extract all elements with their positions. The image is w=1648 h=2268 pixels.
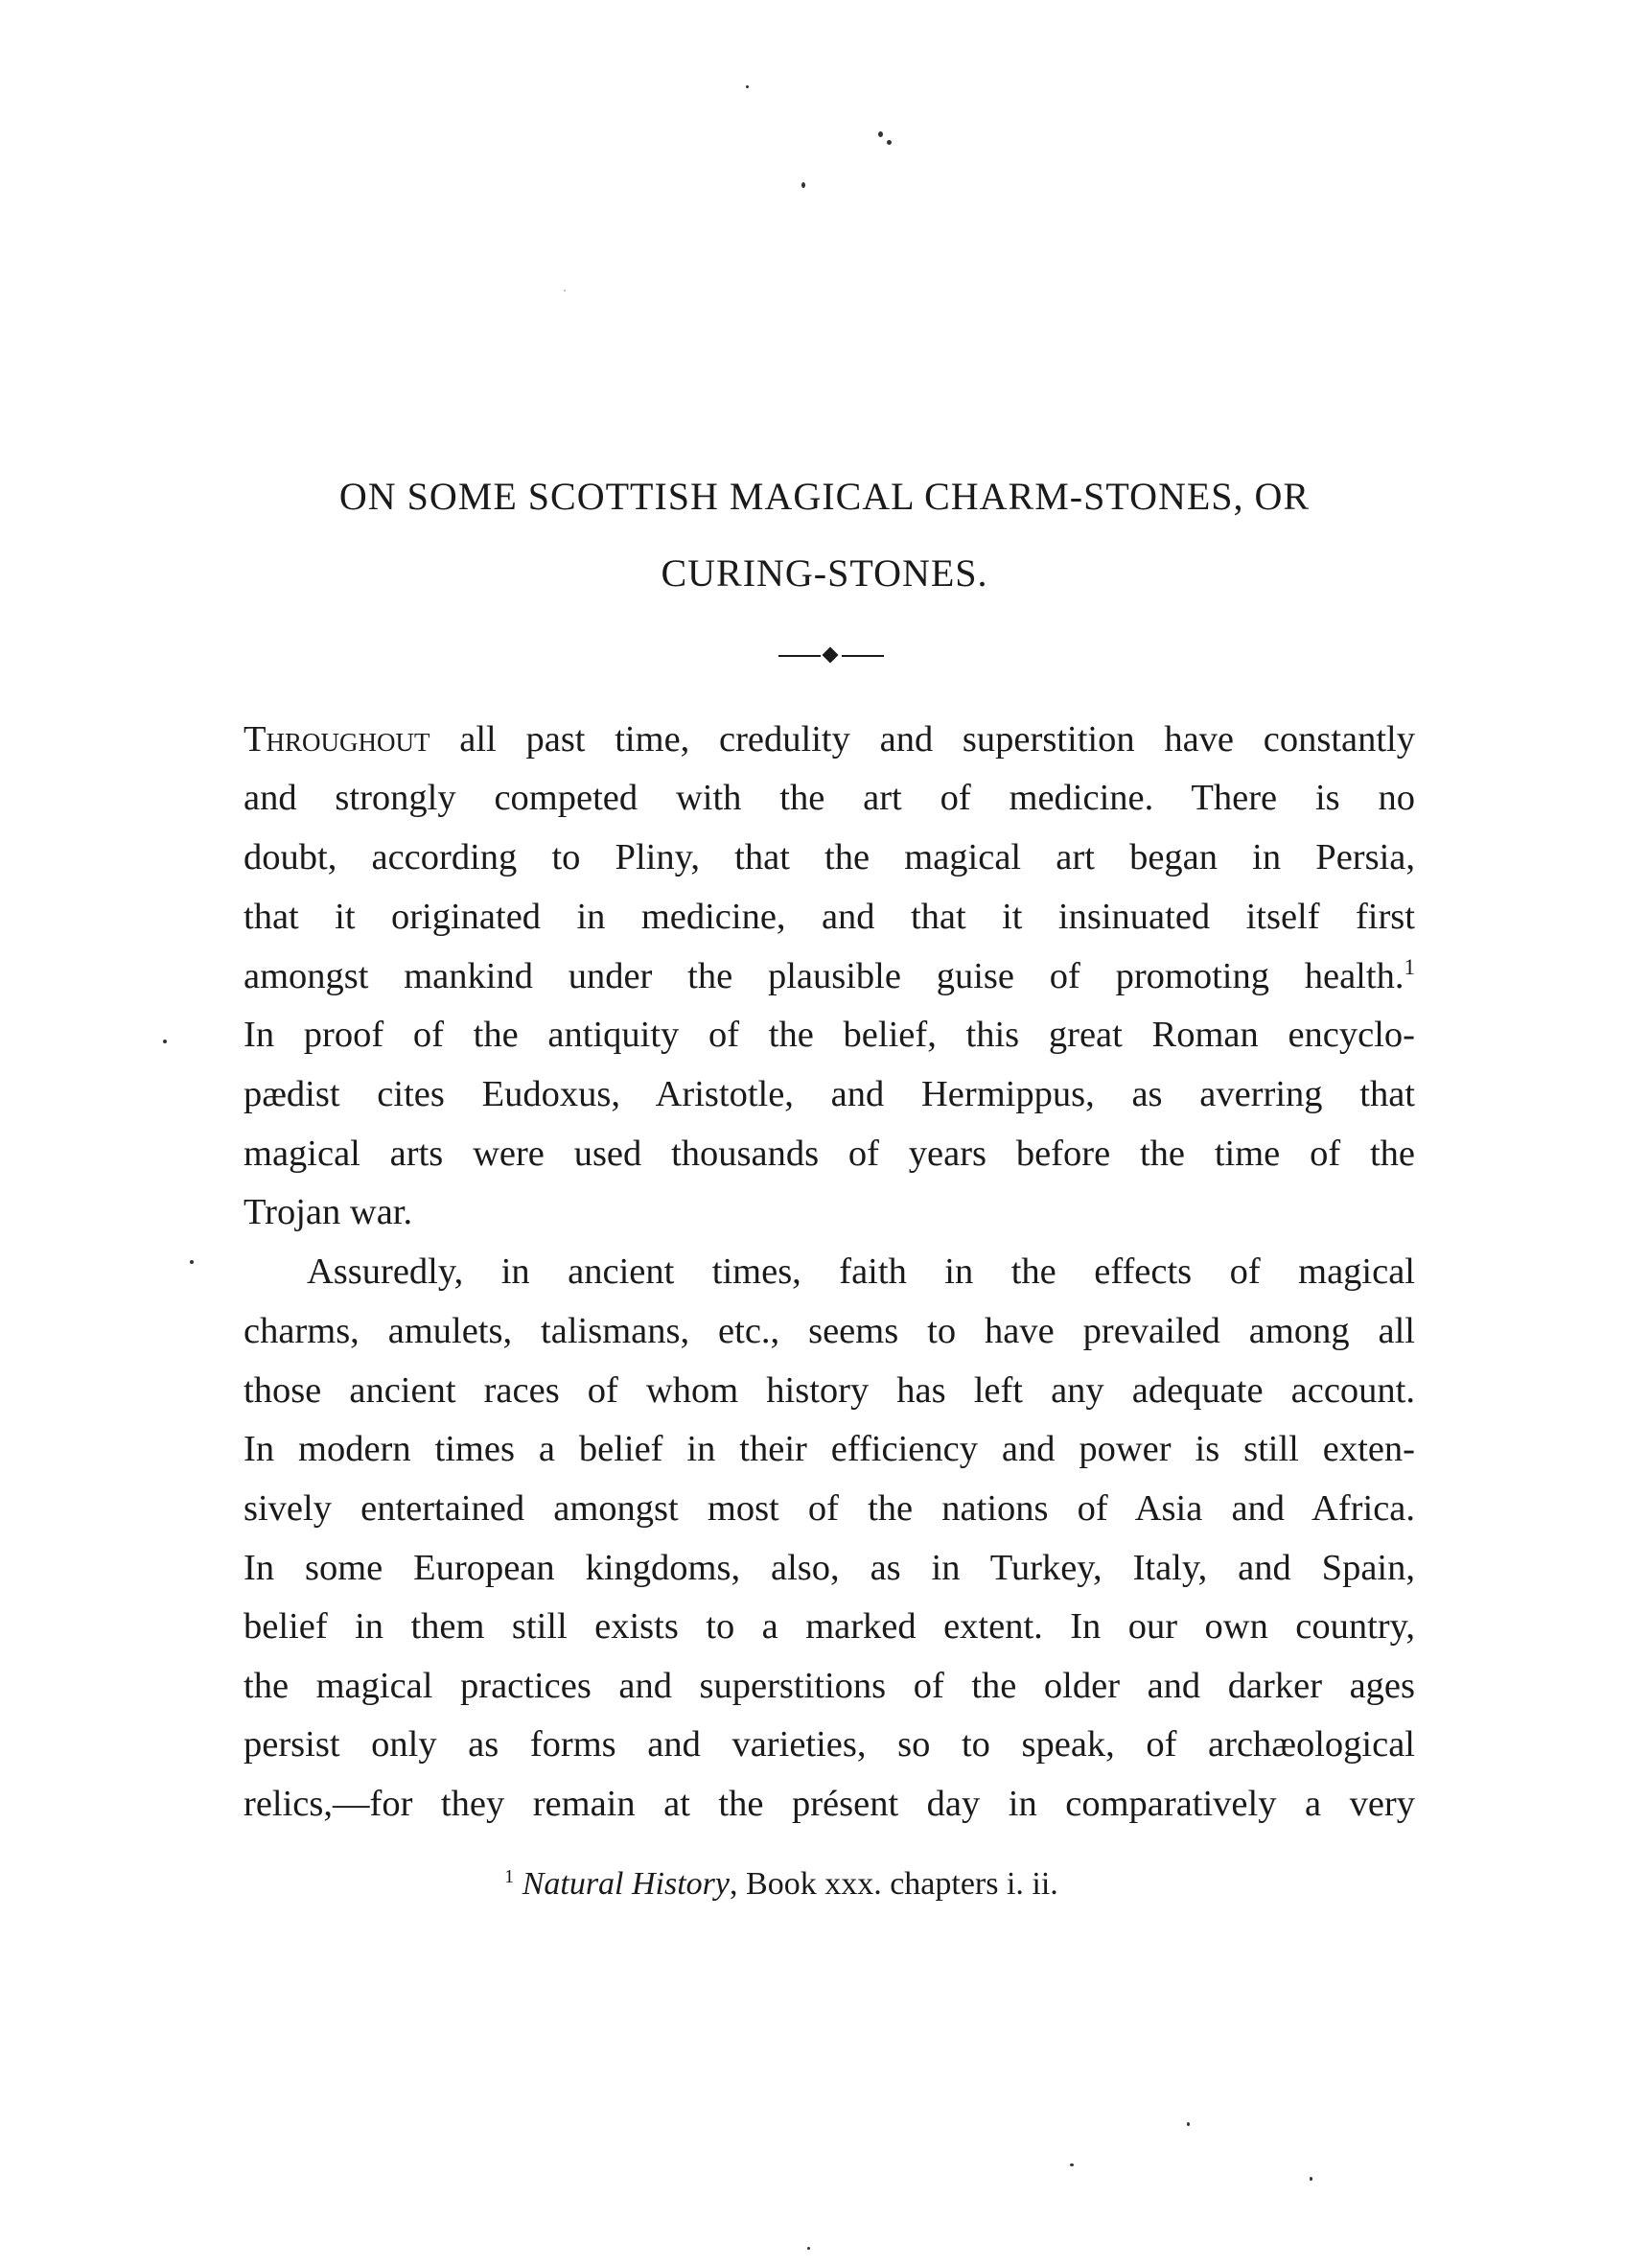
- scan-speck: [746, 85, 749, 88]
- footnote: [504, 1865, 1058, 1902]
- paragraph-2-line-1: Assuredly, in ancient times, faith in the effects of magical: [307, 1251, 1415, 1292]
- paragraph-2-line-6: In some European kingdoms, also, as in Turkey, Italy, and Spain,: [244, 1548, 1415, 1588]
- scan-speck: [1070, 2163, 1074, 2166]
- paragraph-1-line-3: doubt, according to Pliny, that the magical art began in Persia,: [244, 837, 1415, 877]
- paragraph-1-line-1: [244, 721, 1415, 759]
- scan-speck: [1310, 2177, 1312, 2181]
- chapter-title-line-1: ON SOME SCOTTISH MAGICAL CHARM-STONES, OR: [338, 475, 1311, 518]
- text-line: all past time, credulity and superstition have constantly: [429, 719, 1415, 760]
- scan-speck: [807, 2247, 810, 2250]
- ornament-rule-left: [778, 655, 821, 657]
- paragraph-2-line-10: relics,—for they remain at the présent day in comparatively a very: [244, 1784, 1415, 1824]
- paragraph-2-line-8: the magical practices and superstitions of the older and darker ages: [244, 1666, 1415, 1706]
- scan-speck: [878, 131, 883, 137]
- paragraph-1-line-7: pædist cites Eudoxus, Aristotle, and Hermippus, as averring that: [244, 1074, 1415, 1114]
- paragraph-2-line-2: charms, amulets, talismans, etc., seems to have prevailed among all: [244, 1311, 1415, 1351]
- scan-speck: [564, 290, 566, 292]
- paragraph-1-line-2: and strongly competed with the art of medicine. There is no: [244, 778, 1415, 818]
- paragraph-2-line-7: belief in them still exists to a marked extent. In our own country,: [244, 1606, 1415, 1647]
- footnote-marker: 1: [504, 1865, 515, 1887]
- footnote-text: , Book xxx. chapters i. ii.: [730, 1866, 1058, 1902]
- paragraph-1-line-8: magical arts were used thousands of years before the time of the: [244, 1134, 1415, 1174]
- paragraph-2-line-5: sively entertained amongst most of the nations of Asia and Africa.: [244, 1488, 1415, 1529]
- title-ornament: [778, 646, 884, 666]
- footnote-reference: 1: [1404, 954, 1415, 980]
- opening-word: Throughout: [244, 719, 430, 760]
- ornament-diamond-icon: [823, 647, 839, 664]
- scan-speck: [887, 140, 892, 145]
- paragraph-1-line-6: In proof of the antiquity of the belief, this great Roman encyclo-: [244, 1015, 1415, 1055]
- scan-speck: [190, 1260, 194, 1264]
- ornament-rule-right: [842, 655, 884, 657]
- paragraph-2-line-3: those ancient races of whom history has left any adequate account.: [244, 1370, 1415, 1411]
- paragraph-1-line-5: [244, 954, 1415, 996]
- paragraph-2-line-4: In modern times a belief in their efficiency and power is still exten-: [244, 1429, 1415, 1469]
- paragraph-1-line-4: that it originated in medicine, and that it insinuated itself first: [244, 897, 1415, 937]
- scan-speck: [801, 182, 805, 188]
- chapter-title-line-2: CURING-STONES.: [661, 551, 988, 595]
- paragraph-2-line-9: persist only as forms and varieties, so to speak, of archæological: [244, 1724, 1415, 1765]
- scan-speck: [163, 1040, 167, 1043]
- paragraph-1-line-9: Trojan war.: [244, 1192, 413, 1232]
- text-line: amongst mankind under the plausible guise of promoting health.: [244, 956, 1404, 996]
- scan-speck: [1187, 2122, 1190, 2126]
- footnote-title: Natural History: [522, 1866, 731, 1902]
